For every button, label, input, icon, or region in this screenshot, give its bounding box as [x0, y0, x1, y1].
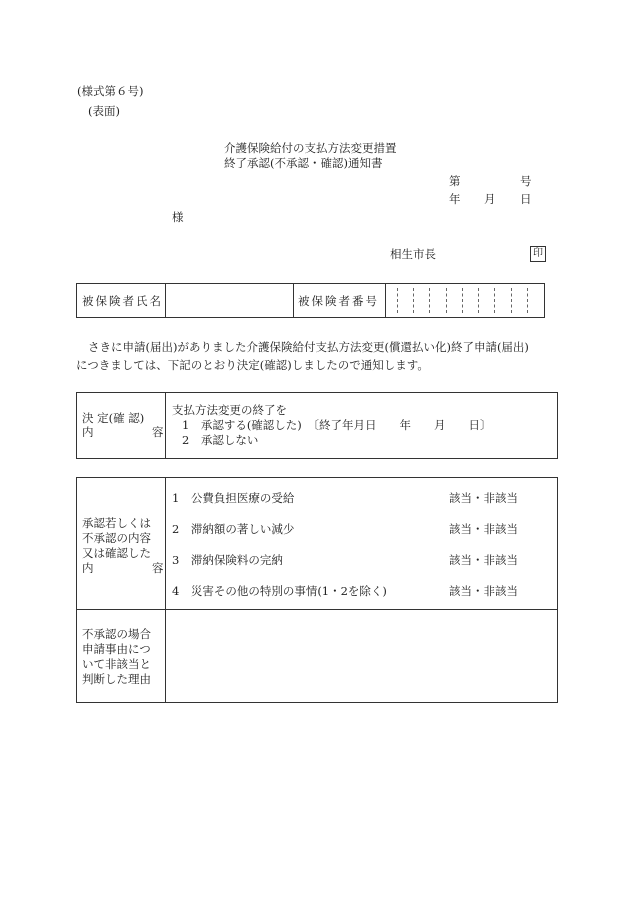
decision-option-reject: 2 承認しない: [182, 433, 259, 447]
form-number: (様式第６号): [77, 84, 144, 98]
approval-item: 3 滞納保険料の完納: [172, 553, 283, 567]
side-label: (表面): [88, 104, 120, 118]
approval-label-2: 不承認の内容: [82, 531, 151, 545]
approval-item: 2 滞納額の著しい減少: [172, 522, 295, 536]
reason-label-4: 判断した理由: [82, 672, 151, 686]
insured-name-label: 被保険者氏名: [82, 294, 163, 308]
title-line2: 終了承認(不承認・確認)通知書: [224, 156, 383, 170]
addressee-sama: 様: [172, 210, 184, 224]
reason-field[interactable]: [166, 610, 557, 702]
reason-label-1: 不承認の場合: [82, 627, 151, 641]
reason-label-3: いて非該当と: [82, 657, 151, 671]
insured-name-field[interactable]: [166, 284, 293, 317]
approval-label-1: 承認若しくは: [82, 516, 151, 530]
decision-table: [76, 392, 558, 459]
title-line1: 介護保険給付の支払方法変更措置: [224, 141, 397, 155]
date-year: 年: [449, 192, 461, 206]
issuer-name: 相生市長: [390, 247, 436, 261]
number-go: 号: [520, 174, 532, 188]
reason-label-2: 申請事由につ: [82, 642, 151, 656]
decision-intro: 支払方法変更の終了を: [172, 403, 287, 417]
seal-mark: 印: [530, 246, 546, 262]
approval-label-4a: 内: [82, 561, 94, 575]
body-line1: さきに申請(届出)がありました介護保険給付支払方法変更(償還払い化)終了申請(届出): [88, 340, 529, 354]
decision-option-approve: 1 承認する(確認した) 〔終了年月日 年 月 日〕: [182, 418, 492, 432]
approval-table: [76, 477, 558, 703]
approval-item-status[interactable]: 該当・非該当: [449, 553, 518, 567]
approval-item: 1 公費負担医療の受給: [172, 491, 295, 505]
decision-label1: 決 定(確 認): [82, 411, 145, 425]
approval-item-status[interactable]: 該当・非該当: [449, 491, 518, 505]
number-dai: 第: [449, 174, 461, 188]
insured-number-label: 被保険者番号: [298, 294, 379, 308]
approval-label-3: 又は確認した: [82, 546, 151, 560]
date-day: 日: [520, 192, 532, 206]
insured-table: [76, 283, 545, 318]
approval-label-4b: 容: [152, 561, 164, 575]
approval-item-status[interactable]: 該当・非該当: [449, 584, 518, 598]
date-month: 月: [484, 192, 496, 206]
decision-label2b: 容: [152, 425, 164, 439]
body-line2: につきましては、下記のとおり決定(確認)しましたので通知します。: [76, 358, 429, 372]
approval-item: 4 災害その他の特別の事情(1・2を除く): [172, 584, 387, 598]
insured-number-field[interactable]: [386, 284, 544, 317]
approval-item-status[interactable]: 該当・非該当: [449, 522, 518, 536]
decision-label2a: 内: [82, 425, 94, 439]
